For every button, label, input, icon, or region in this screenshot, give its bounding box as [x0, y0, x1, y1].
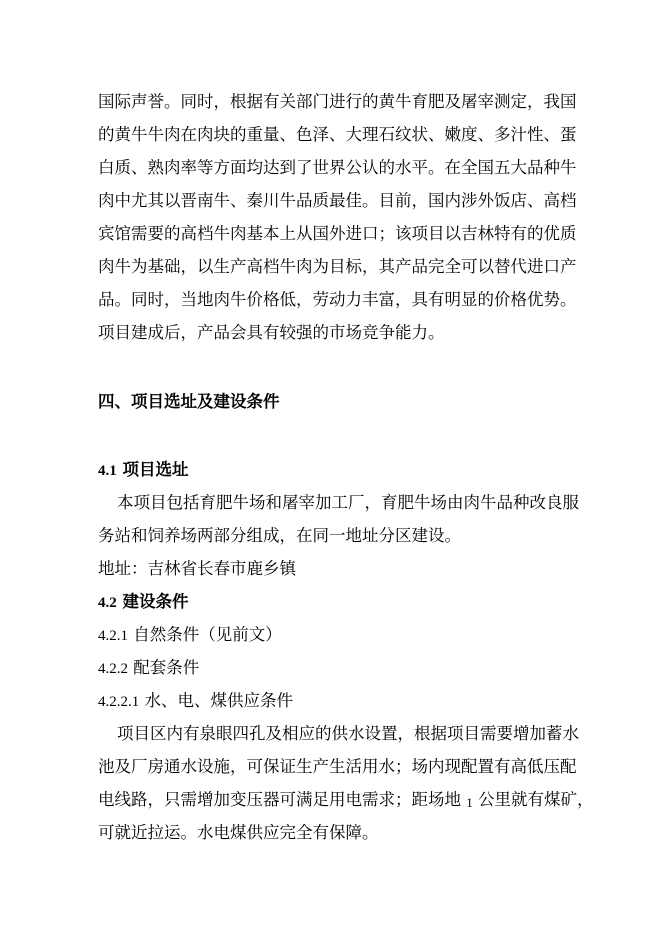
subsection-heading-4-2 — [98, 592, 189, 613]
subsection-title: 自然条件（见前文） — [133, 625, 282, 644]
body-text-line — [98, 790, 594, 811]
distance-value: 1 — [466, 795, 473, 810]
body-text-segment: 公里就有煤矿， — [478, 790, 594, 809]
body-text-line: 务站和饲养场两部分组成，在同一地址分区建设。 — [98, 526, 461, 545]
subsection-number: 4.2.2 — [98, 661, 128, 677]
subsection-title: 建设条件 — [122, 592, 189, 611]
body-text-line: 可就近拉运。水电煤供应完全有保障。 — [98, 823, 379, 842]
subsection-title: 水、电、煤供应条件 — [144, 691, 293, 710]
subsection-heading-4-2-1 — [98, 625, 282, 646]
body-text-line: 的黄牛牛肉在肉块的重量、色泽、大理石纹状、嫩度、多汁性、蛋 — [98, 125, 577, 144]
subsection-title: 项目选址 — [122, 460, 189, 479]
body-text-line: 品。同时，当地肉牛价格低，劳动力丰富，具有明显的价格优势。 — [98, 290, 577, 309]
subsection-heading-4-2-2-1 — [98, 691, 293, 712]
section-heading: 四、项目选址及建设条件 — [98, 392, 280, 411]
subsection-heading-4-1 — [98, 460, 189, 481]
subsection-heading-4-2-2 — [98, 658, 199, 679]
body-text-line: 国际声誉。同时，根据有关部门进行的黄牛育肥及屠宰测定，我国 — [98, 92, 577, 111]
body-text-line: 肉牛为基础，以生产高档牛肉为目标，其产品完全可以替代进口产 — [98, 257, 577, 276]
subsection-number: 4.2 — [98, 595, 117, 611]
body-text-line: 本项目包括育肥牛场和屠宰加工厂，育肥牛场由肉牛品种改良服 — [117, 493, 579, 512]
body-text-segment: 电线路，只需增加变压器可满足用电需求；距场地 — [98, 790, 461, 809]
subsection-number: 4.1 — [98, 463, 117, 479]
body-text-line: 宾馆需要的高档牛肉基本上从国外进口；该项目以吉林特有的优质 — [98, 224, 577, 243]
body-text-line: 肉中尤其以晋南牛、秦川牛品质最佳。目前，国内涉外饭店、高档 — [98, 191, 577, 210]
body-text-line: 白质、熟肉率等方面均达到了世界公认的水平。在全国五大品种牛 — [98, 158, 577, 177]
body-text-line: 项目区内有泉眼四孔及相应的供水设置，根据项目需要增加蓄水 — [117, 724, 579, 743]
subsection-number: 4.2.2.1 — [98, 694, 140, 710]
subsection-number: 4.2.1 — [98, 628, 128, 644]
body-text-line: 项目建成后，产品会具有较强的市场竞争能力。 — [98, 323, 445, 342]
address-line: 地址：吉林省长春市鹿乡镇 — [98, 559, 296, 578]
body-text-line: 池及厂房通水设施，可保证生产生活用水；场内现配置有高低压配 — [98, 757, 577, 776]
subsection-title: 配套条件 — [133, 658, 200, 677]
